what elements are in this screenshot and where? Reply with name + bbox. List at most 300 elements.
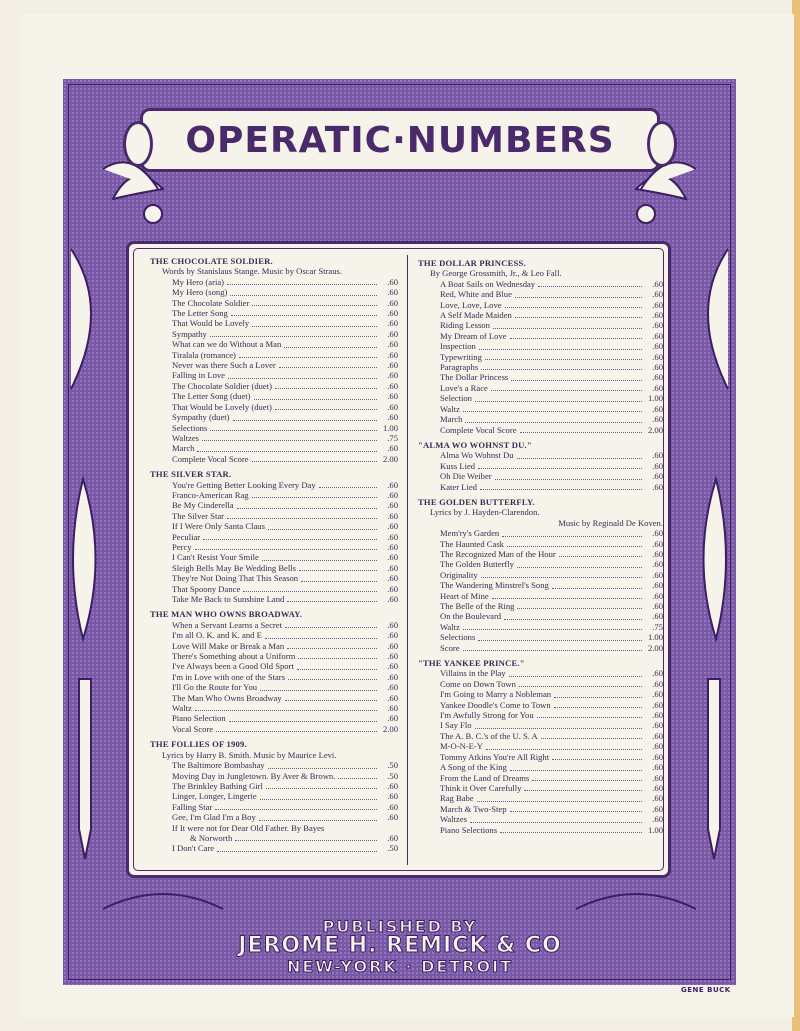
- song-title: Linger, Longer, Lingerie: [172, 791, 257, 802]
- song-price: .60: [387, 562, 398, 573]
- song-price: .60: [387, 780, 398, 791]
- song-row: [150, 791, 398, 801]
- leader-dots: [552, 588, 642, 589]
- song-row: [150, 360, 398, 370]
- song-row: [418, 549, 663, 559]
- leader-dots: [252, 461, 377, 462]
- song-row: [418, 591, 663, 601]
- song-title: Percy: [172, 541, 192, 552]
- leader-dots: [227, 518, 377, 519]
- song-price: .60: [387, 510, 398, 521]
- song-row: [150, 402, 398, 412]
- song-price: .60: [387, 531, 398, 542]
- song-row: [150, 651, 398, 661]
- song-title: March: [440, 414, 463, 425]
- leader-dots: [195, 549, 377, 550]
- song-title: Tiralala (romance): [172, 349, 236, 360]
- song-price: .60: [387, 360, 398, 371]
- leader-dots: [517, 458, 643, 459]
- section-title: THE FOLLIES OF 1909.: [150, 739, 247, 750]
- song-title: The Chocolate Soldier (duet): [172, 380, 272, 391]
- leader-dots: [252, 326, 377, 327]
- song-price: 2.00: [382, 723, 398, 734]
- song-title: The Silver Star: [172, 510, 225, 521]
- song-price: .60: [387, 594, 398, 604]
- song-price: .60: [652, 341, 663, 352]
- leader-dots: [493, 328, 642, 329]
- song-row: [150, 584, 398, 594]
- leader-dots: [485, 359, 642, 360]
- song-title: Tommy Atkins You're All Right: [440, 751, 550, 762]
- song-row: [418, 539, 663, 549]
- song-title: Selection: [440, 393, 472, 404]
- song-price: .60: [387, 671, 398, 682]
- song-row: [418, 331, 663, 341]
- leader-dots: [463, 629, 642, 630]
- leader-dots: [284, 347, 377, 348]
- leader-dots: [552, 759, 642, 760]
- song-price: .60: [387, 521, 398, 532]
- section-title: THE DOLLAR PRINCESS.: [418, 258, 526, 268]
- section-title: "THE YANKEE PRINCE.": [418, 658, 525, 669]
- song-title: March & Two-Step: [440, 803, 507, 814]
- song-row: [150, 812, 398, 822]
- song-row: [150, 298, 398, 308]
- song-row: [418, 720, 663, 730]
- song-title: Sympathy: [172, 328, 207, 339]
- song-title: Never was there Such a Lover: [172, 360, 276, 371]
- leader-dots: [465, 422, 642, 423]
- song-row: [150, 620, 398, 630]
- song-row: [150, 833, 398, 843]
- leader-dots: [233, 420, 377, 421]
- leader-dots: [216, 731, 377, 732]
- song-title: Rag Babe: [440, 793, 474, 804]
- leader-dots: [275, 388, 377, 389]
- song-row: [150, 781, 398, 791]
- song-title: Be My Cinderella: [172, 500, 234, 511]
- song-title: I'm in Love with one of the Stars: [172, 671, 286, 682]
- song-price: .60: [652, 710, 663, 721]
- song-title: Complete Vocal Score: [172, 453, 249, 464]
- leader-dots: [537, 717, 642, 718]
- song-price: .60: [387, 791, 398, 802]
- song-price: .60: [387, 308, 398, 319]
- leader-dots: [486, 749, 642, 750]
- song-price: .60: [652, 528, 663, 539]
- leader-dots: [301, 581, 377, 582]
- song-price: .50: [387, 770, 398, 781]
- song-row: [150, 480, 398, 490]
- song-price: 1.00: [647, 632, 663, 643]
- song-title: Waltz: [440, 621, 460, 632]
- song-price: 1.00: [647, 393, 663, 404]
- song-title: Kuss Lied: [440, 460, 476, 471]
- leader-dots: [517, 608, 642, 609]
- song-row: [418, 341, 663, 351]
- leader-dots: [228, 378, 377, 379]
- song-price: .60: [387, 339, 398, 350]
- song-row: [150, 412, 398, 422]
- song-title: March: [172, 443, 195, 454]
- song-price: .60: [387, 443, 398, 454]
- leader-dots: [229, 721, 377, 722]
- song-price: .60: [652, 751, 663, 762]
- leader-dots: [266, 788, 377, 789]
- song-title: Red, White and Blue: [440, 289, 512, 300]
- song-price: .60: [652, 720, 663, 731]
- leader-dots: [554, 707, 642, 708]
- song-row: [150, 672, 398, 682]
- song-row: [418, 372, 663, 382]
- song-row: [418, 279, 663, 289]
- song-row: [150, 713, 398, 723]
- song-price: .60: [652, 569, 663, 580]
- leader-dots: [288, 679, 377, 680]
- song-price: .60: [652, 460, 663, 471]
- song-row: [150, 682, 398, 692]
- song-price: .60: [387, 630, 398, 641]
- leader-dots: [519, 686, 642, 687]
- song-price: .50: [387, 760, 398, 771]
- song-title: Selections: [172, 422, 208, 433]
- song-title: Come on Down Town: [440, 678, 516, 689]
- leader-dots: [252, 305, 377, 306]
- song-row: [418, 383, 663, 393]
- song-title: The Chocolate Soldier: [172, 297, 250, 308]
- song-title: A Self Made Maiden: [440, 310, 512, 321]
- song-price: .60: [652, 814, 663, 825]
- leader-dots: [237, 508, 377, 509]
- song-price: .60: [387, 713, 398, 724]
- leader-dots: [509, 676, 642, 677]
- song-title: Gee, I'm Glad I'm a Boy: [172, 812, 256, 823]
- song-row: [150, 318, 398, 328]
- song-row: [418, 601, 663, 611]
- song-price: .60: [387, 651, 398, 662]
- song-row: [150, 542, 398, 552]
- song-price: .60: [652, 278, 663, 289]
- leader-dots: [470, 822, 642, 823]
- song-price: .60: [652, 730, 663, 741]
- song-row: [418, 580, 663, 590]
- song-price: .60: [652, 772, 663, 783]
- song-title: The Letter Song: [172, 308, 228, 319]
- leader-dots: [265, 638, 377, 639]
- song-row: [150, 370, 398, 380]
- song-title: Moving Day in Jungletown. By Aver & Brown.: [172, 770, 336, 781]
- song-row: [418, 414, 663, 424]
- song-title: The Brinkley Bathing Girl: [172, 780, 263, 791]
- song-price: .60: [387, 552, 398, 563]
- song-title: The Golden Butterfly: [440, 559, 514, 570]
- song-title: M-O-N-E-Y: [440, 741, 483, 752]
- song-title: Think it Over Carefully: [440, 782, 522, 793]
- song-row: [150, 693, 398, 703]
- leader-dots: [319, 487, 377, 488]
- right-column: [418, 258, 663, 835]
- song-price: .60: [652, 362, 663, 373]
- song-price: .60: [652, 450, 663, 461]
- song-price: .60: [387, 380, 398, 391]
- song-price: .60: [652, 403, 663, 414]
- song-title: The Letter Song (duet): [172, 391, 251, 402]
- leader-dots: [500, 832, 642, 833]
- song-price: .60: [652, 414, 663, 425]
- song-price: .60: [387, 801, 398, 812]
- song-row: [418, 461, 663, 471]
- song-title: The Haunted Cask: [440, 538, 504, 549]
- song-price: .60: [652, 330, 663, 341]
- leader-dots: [268, 768, 377, 769]
- song-price: .60: [387, 391, 398, 402]
- song-row: [150, 490, 398, 500]
- song-row: [418, 731, 663, 741]
- leader-dots: [541, 738, 642, 739]
- song-title: If I Were Only Santa Claus: [172, 521, 265, 532]
- song-price: .50: [387, 843, 398, 854]
- leader-dots: [285, 700, 377, 701]
- section-title: "ALMA WO WOHNST DU.": [418, 439, 532, 450]
- leader-dots: [239, 357, 377, 358]
- song-row: [418, 425, 663, 435]
- song-title: Selections: [440, 632, 476, 643]
- song-row: [418, 393, 663, 403]
- song-title: Originality: [440, 569, 478, 580]
- song-row: [150, 500, 398, 510]
- song-price: .60: [652, 559, 663, 570]
- leader-dots: [554, 697, 642, 698]
- song-row: [418, 804, 663, 814]
- section-credits: Words by Stanislaus Stange. Music by Oscar Straus.: [162, 266, 342, 277]
- leader-dots: [262, 560, 377, 561]
- leader-dots: [463, 650, 642, 651]
- leader-dots: [231, 315, 377, 316]
- song-row: [418, 404, 663, 414]
- song-row: [418, 700, 663, 710]
- leader-dots: [510, 338, 642, 339]
- song-title: Score: [440, 642, 460, 653]
- song-price: .60: [652, 611, 663, 622]
- song-price: 2.00: [647, 424, 663, 435]
- song-price: .60: [387, 370, 398, 381]
- song-row: [418, 559, 663, 569]
- song-title: Love, Love, Love: [440, 299, 502, 310]
- leader-dots: [510, 770, 642, 771]
- leader-dots: [285, 627, 377, 628]
- song-row: [418, 611, 663, 621]
- leader-dots: [504, 619, 642, 620]
- song-row: [150, 511, 398, 521]
- song-title: Paragraphs: [440, 362, 479, 373]
- leader-dots: [287, 601, 377, 602]
- song-title: I'm all O. K. and K. and E: [172, 630, 262, 641]
- section-title: THE CHOCOLATE SOLDIER.: [150, 256, 273, 266]
- song-title: A Song of the King: [440, 762, 507, 773]
- song-title: Piano Selections: [440, 824, 498, 835]
- song-title: Typewriting: [440, 351, 482, 362]
- song-price: .60: [387, 661, 398, 672]
- song-row: [150, 724, 398, 734]
- song-price: .60: [387, 573, 398, 584]
- leader-dots: [227, 284, 377, 285]
- song-title: Waltzes: [172, 432, 199, 443]
- leader-dots: [259, 820, 377, 821]
- song-row: [150, 760, 398, 770]
- song-row: [418, 362, 663, 372]
- song-title: The Man Who Owns Broadway: [172, 692, 282, 703]
- leader-dots: [480, 489, 642, 490]
- leader-dots: [260, 799, 377, 800]
- song-price: .60: [387, 287, 398, 298]
- leader-dots: [338, 778, 377, 779]
- song-price: .60: [652, 471, 663, 482]
- song-price: 1.00: [382, 422, 398, 433]
- song-price: .60: [387, 276, 398, 287]
- leader-dots: [210, 430, 377, 431]
- song-title: Alma Wo Wohnst Du: [440, 450, 514, 461]
- song-price: .60: [387, 541, 398, 552]
- song-price: .60: [387, 583, 398, 594]
- song-price: .60: [652, 699, 663, 710]
- leader-dots: [520, 432, 642, 433]
- song-price: .60: [652, 803, 663, 814]
- song-row: [150, 771, 398, 781]
- song-row: [150, 532, 398, 542]
- song-price: .75: [652, 621, 663, 632]
- leader-dots: [524, 790, 642, 791]
- leader-dots: [515, 297, 642, 298]
- song-row: [418, 570, 663, 580]
- song-title: You're Getting Better Looking Every Day: [172, 479, 316, 490]
- publisher-name: JEROME H. REMICK & CO: [238, 933, 562, 958]
- song-title: From the Land of Dreams: [440, 772, 530, 783]
- song-title: Peculiar: [172, 531, 201, 542]
- song-row: [150, 329, 398, 339]
- song-title: A Boat Sails on Wednesday: [440, 278, 536, 289]
- song-row: [418, 320, 663, 330]
- song-row: [418, 762, 663, 772]
- song-row: [418, 622, 663, 632]
- leader-dots: [298, 658, 377, 659]
- song-title: They're Not Doing That This Season: [172, 573, 299, 584]
- song-price: .60: [387, 619, 398, 630]
- song-row: [418, 352, 663, 362]
- song-price: 2.00: [647, 642, 663, 653]
- song-price: .60: [652, 320, 663, 331]
- song-price: .60: [652, 289, 663, 300]
- song-price: .60: [652, 601, 663, 611]
- song-price: .60: [652, 689, 663, 700]
- leader-dots: [502, 536, 642, 537]
- song-row: [150, 552, 398, 562]
- song-row: [418, 793, 663, 803]
- song-row: [150, 563, 398, 573]
- leader-dots: [478, 468, 642, 469]
- song-title: I Can't Resist Your Smile: [172, 552, 259, 563]
- song-row: [150, 594, 398, 604]
- song-row: [150, 661, 398, 671]
- artist-signature: GENE BUCK: [681, 986, 731, 994]
- song-title: The Wandering Minstrel's Song: [440, 580, 549, 591]
- song-title: Love's a Race: [440, 382, 488, 393]
- song-price: .60: [387, 412, 398, 423]
- song-row: [150, 521, 398, 531]
- song-price: .60: [387, 318, 398, 329]
- song-row: [150, 630, 398, 640]
- song-title: The A. B. C.'s of the U. S. A: [440, 730, 538, 741]
- song-row: [150, 802, 398, 812]
- page-title: OPERATIC·NUMBERS: [185, 119, 615, 161]
- song-price: .60: [652, 351, 663, 362]
- song-price: .60: [652, 299, 663, 310]
- song-price: 2.00: [382, 453, 398, 464]
- song-row: [150, 443, 398, 453]
- song-title: Riding Lesson: [440, 320, 490, 331]
- song-price: .60: [387, 479, 398, 490]
- leader-dots: [254, 399, 377, 400]
- song-title: That Spoony Dance: [172, 583, 241, 594]
- leader-dots: [559, 556, 642, 557]
- song-title: On the Boulevard: [440, 611, 502, 622]
- song-price: .60: [387, 832, 398, 843]
- song-row: [418, 471, 663, 481]
- leader-dots: [297, 669, 377, 670]
- song-row: [418, 300, 663, 310]
- leader-dots: [492, 598, 642, 599]
- leader-dots: [210, 336, 377, 337]
- song-title: Oh Die Weiber: [440, 471, 492, 482]
- title-banner: [140, 108, 660, 172]
- song-title: I've Always been a Good Old Sport: [172, 661, 294, 672]
- leader-dots: [235, 840, 377, 841]
- song-title: I Don't Care: [172, 843, 215, 854]
- leader-dots: [217, 851, 377, 852]
- leader-dots: [538, 286, 642, 287]
- publisher-block: [70, 895, 730, 980]
- song-title: Love Will Make or Break a Man: [172, 640, 285, 651]
- song-row: [150, 843, 398, 853]
- song-row: [418, 741, 663, 751]
- song-title: Vocal Score: [172, 723, 214, 734]
- song-row: [418, 783, 663, 793]
- song-title: The Dollar Princess: [440, 372, 509, 383]
- publisher-cities: NEW-YORK · DETROIT: [286, 957, 513, 976]
- song-price: .60: [387, 703, 398, 714]
- song-row: [418, 679, 663, 689]
- song-row: [150, 391, 398, 401]
- leader-dots: [275, 409, 377, 410]
- song-title: Inspection: [440, 341, 476, 352]
- song-title: Heart of Mine: [440, 590, 489, 601]
- leader-dots: [252, 497, 377, 498]
- publisher-line-1: PUBLISHED BY: [322, 917, 478, 936]
- song-title: Yankee Doodle's Come to Town: [440, 699, 551, 710]
- song-title: Mem'ry's Garden: [440, 528, 500, 539]
- song-title: I Say Flo: [440, 720, 472, 731]
- song-row: [150, 823, 398, 833]
- song-row: [418, 643, 663, 653]
- leader-dots: [510, 811, 642, 812]
- section-title: THE SILVER STAR.: [150, 469, 232, 480]
- song-row: [418, 310, 663, 320]
- song-row: [418, 689, 663, 699]
- left-column: [150, 256, 398, 854]
- song-price: .60: [652, 793, 663, 804]
- section-credits: By George Grossmith, Jr., & Leo Fall.: [430, 268, 562, 279]
- song-row: [150, 277, 398, 287]
- song-price: .75: [387, 432, 398, 443]
